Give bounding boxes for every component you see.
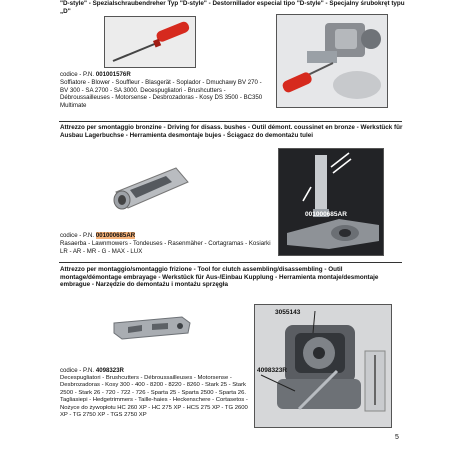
photo-part-label-top: 3055143	[275, 309, 301, 316]
photo-part-label: 001000685AR	[305, 211, 347, 218]
code-label: codice - P.N.	[60, 232, 95, 239]
divider	[59, 121, 402, 122]
carburetor-photo	[276, 14, 388, 108]
photo-part-label-left: 4098323R	[257, 367, 287, 374]
part-number: 4098323R	[95, 367, 124, 374]
section2-code-line	[60, 232, 135, 240]
section2-header: Attrezzo per smontaggio bronzine - Driving for disass. bushes - Outil démont. coussinet en bronze - Werkstück für Ausbau Lagerbuchse - Herramienta desmontaje bujes - Ściągacz do demontażu tulei	[60, 124, 403, 139]
clutch-engine-photo	[254, 304, 392, 428]
bush-installed-photo	[278, 148, 384, 256]
wheel-axle-icon	[279, 149, 384, 256]
section3-header: Attrezzo per montaggio/smontaggio frizione - Tool for clutch assembling/disassembling - Outil montage/démontage embrayage - Werkstück für Aus-/Einbau Kupplung - Herramienta montaje/desmontaje embrague - Narzędzie do demontażu i montażu sprzęgła	[60, 266, 379, 289]
carburetor-icon	[277, 15, 388, 108]
section1-code-line	[60, 71, 131, 79]
page-number: 5	[395, 434, 399, 441]
bush-tool-photo	[106, 160, 194, 218]
section1-header: "D-style" - Spezialschraubendreher Typ "D-style" - Destornillador especial tipo "D-style" - Specjalny śrubokręt typu „D"	[60, 0, 405, 15]
screwdriver-icon	[105, 17, 196, 68]
code-label: codice - P.N.	[60, 367, 95, 374]
clutch-tool-icon	[108, 313, 192, 343]
bush-tool-icon	[106, 160, 194, 218]
code-label: codice - P.N.	[60, 71, 95, 78]
divider	[59, 262, 402, 263]
section3-description: Decespugliatori - Brushcutters - Débroussailleuses - Motorsense - Desbrozadoras - Kosy 300 - 400 - 8200 - 8220 - 8260 - Stark 25 - Stark 2500 - Stark 26 - 720 - 722 - 726 - Sparta 25 - Sparta 2500 - Sparta 26. Tagliasiepi - Hedgetrimmers - Taille-haies - Heckenschere - Cortasetos - Nożyce do żywopłotu HC 260 XP - HC 275 XP - HCS 275 XP - TG 2600 XP - TG 2750 XP - TGS 2750 XP	[60, 375, 248, 419]
part-number-highlighted: 001000685AR	[95, 232, 136, 239]
section2-description: Rasaerba - Lawnmowers - Tondeuses - Rasenmäher - Cortagramas - Kosiarki LR - AR - MR - G - MAX - LUX	[60, 240, 271, 255]
section3-code-line	[60, 367, 124, 375]
section1-description: Soffiatore - Blower - Souffleur - Blasgerät - Soplador - Dmuchawy BV 270 - BV 300 - SA 2700 - SA 3000. Decespugliatori - Brushcutters - Débroussailleuses - Motorsense - Desbrozadoras - Kosy DS 3500 - BC350 Multimate	[60, 79, 263, 109]
clutch-tool-photo	[108, 313, 192, 343]
part-number: 001001576R	[95, 71, 131, 78]
screwdriver-photo	[104, 16, 196, 68]
